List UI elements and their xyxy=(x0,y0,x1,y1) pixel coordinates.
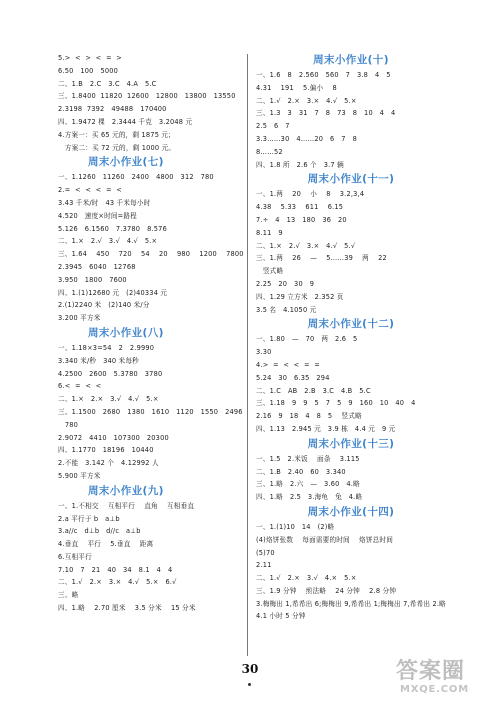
answer-line: 二、1.√ 2.× 3.√ 4.× 5.× xyxy=(256,574,357,583)
answer-line: 2.9072 4410 107300 20300 xyxy=(58,433,169,442)
answer-line: 4.1 小时 5 分钟 xyxy=(256,612,306,621)
answer-line: 4.方案一：买 65 元的，剩 1875 元； xyxy=(58,130,175,139)
answer-line: 2.不能 3.142 个 4.12992 人 xyxy=(58,459,159,468)
answer-line: 四、1.13 2.945 元 3.9 栋 4.4 元 9 元 xyxy=(256,424,396,433)
answer-line: 一、1.80 — 70 两 2.6 5 xyxy=(256,335,358,344)
answer-line: (5)70 xyxy=(256,548,275,557)
answer-line: 二、1.√ 2.× 3.× 4.√ 5.× 6.√ xyxy=(58,578,177,587)
answer-line: 一、1.1260 11260 2400 4800 312 780 xyxy=(58,173,214,182)
answer-line: 6.< = < < xyxy=(58,382,102,391)
answer-line: 2.5 6 7 xyxy=(256,122,290,131)
column-divider xyxy=(247,54,248,656)
answer-line: 3.43 千米/时 43 千米每小时 xyxy=(58,198,151,207)
answer-line: 三、1.两 26 — 5……39 两 22 xyxy=(256,254,387,263)
watermark-mark: 答案圈 xyxy=(396,659,466,684)
answer-line: 四、1.1770 18196 10440 xyxy=(58,446,154,455)
answer-line: 4.> = < < = = xyxy=(256,360,320,369)
answer-line: 一、1.不相交 互相平行 直角 互相垂直 xyxy=(58,501,195,510)
right-column xyxy=(256,52,446,623)
watermark-url: MXQE.COM xyxy=(400,684,469,695)
answer-line: 四、1.略 2.5 3.海龟 兔 4.略 xyxy=(256,493,363,502)
answer-line: 一、1.6 8 2.560 560 7 3.8 4 5 xyxy=(256,71,391,79)
answer-line: 5.> < > < = > xyxy=(58,54,122,62)
section-heading: 周末小作业(十二) xyxy=(307,318,395,331)
answer-line: 2.= < < < = < xyxy=(58,186,122,195)
page-number-dot xyxy=(248,683,251,686)
answer-line: 7.10 7 21 40 34 8.1 4 4 xyxy=(58,565,173,574)
answer-line: 二、1.× 2.√ 3.× 4.√ 5.√ xyxy=(256,241,356,250)
section-heading: 周末小作业(十四) xyxy=(307,505,395,518)
answer-line: 三、1.3 3 31 7 8 73 8 10 4 4 xyxy=(256,109,396,118)
answer-line: 四、1.9472 棵 2.3444 千克 3.2048 元 xyxy=(58,117,193,126)
section-heading: 周末小作业(九) xyxy=(88,484,164,497)
section-heading: 周末小作业(八) xyxy=(88,326,164,339)
watermark xyxy=(392,654,496,700)
answer-line: 二、1.C AB 2.B 3.C 4.B 5.C xyxy=(256,386,371,395)
answer-line: 4.520 速度×时间=路程 xyxy=(58,211,137,220)
answer-line: 三、1.1500 2680 1380 1610 1120 1550 2496 xyxy=(58,407,243,416)
answer-line: 二、1.√ 2.× 3.× 4.√ 5.× xyxy=(256,96,357,105)
answer-line: 四、1.略 2.70 厘米 3.5 分米 15 分米 xyxy=(58,604,196,613)
answer-line: 2.3198 7392 49488 170400 xyxy=(58,105,167,114)
answer-line: 3.5 名 4.1050 元 xyxy=(256,305,317,314)
answer-line: 三、1.9 分钟 煎法略 24 分钟 2.8 分钟 xyxy=(256,586,397,595)
answer-line: 4.38 5.33 611 6.15 xyxy=(256,203,344,212)
answer-line: 3.340 米/秒 340 米每秒 xyxy=(58,356,139,365)
answer-line: 一、1.5 2.米饭 面条 3.115 xyxy=(256,454,360,463)
answer-line: 8.11 9 xyxy=(256,228,283,237)
answer-line: 4.2500 2600 5.3780 3780 xyxy=(58,369,163,378)
answer-line: 三、略 xyxy=(58,591,79,600)
answer-line: 方案二：买 72 元的，剩 1000 元。 xyxy=(58,143,176,152)
answer-line: 三、1.略 2.六 — 3.60 4.略 xyxy=(256,480,360,489)
answer-line: 3.200 平方米 xyxy=(58,314,101,323)
answer-line: 3.a//c d⊥b d//c a⊥b xyxy=(58,527,141,536)
answer-line: 二、1.× 2.√ 3.√ 4.√ 5.× xyxy=(58,237,158,246)
answer-line: 2.25 20 30 9 xyxy=(256,279,315,288)
section-heading: 周末小作业(七) xyxy=(88,156,164,169)
answer-line: 7.÷ 4 13 180 36 20 xyxy=(256,215,347,224)
answer-line: 780 xyxy=(58,420,79,429)
answer-line: 3.3……30 4……20 6 7 8 xyxy=(256,134,357,143)
section-heading: 周末小作业(十一) xyxy=(307,173,395,186)
answer-line: 三、1.8400 11820 12600 12800 13800 13550 xyxy=(58,92,236,101)
answer-line: 6.50 100 5000 xyxy=(58,66,119,75)
answer-line: 2.11 xyxy=(256,561,272,570)
answer-line: 3.30 xyxy=(256,348,272,357)
answer-line: 四、1.8 所 2.6 个 3.7 辆 xyxy=(256,160,344,169)
left-column xyxy=(58,52,244,615)
answer-line: 竖式略 xyxy=(256,267,284,276)
answer-line: 一、1.两 20 小 8 3.2,3,4 xyxy=(256,190,365,199)
answer-line: 4.垂直 平行 5.垂直 距离 xyxy=(58,540,154,549)
answer-line: 2.16 9 18 4 8 5 竖式略 xyxy=(256,412,362,421)
answer-line: (4)烙饼张数 每面需要的时间 烙饼总时间 xyxy=(256,535,394,544)
answer-line: 2.3945 6040 12768 xyxy=(58,262,136,271)
answer-line: 2.(1)2240 米 (2)140 米/分 xyxy=(58,301,150,310)
answer-line: 四、1.(1)12680 元 (2)40334 元 xyxy=(58,288,168,297)
answer-line: 3.950 1800 7600 xyxy=(58,275,127,284)
answer-line: 5.900 平方米 xyxy=(58,471,101,480)
answer-line: 6.互相平行 xyxy=(58,552,92,561)
answer-line: 5.24 30 6.35 294 xyxy=(256,373,330,382)
answer-line: 二、1.B 2.40 60 3.340 xyxy=(256,467,346,476)
page-number: 30 xyxy=(241,662,259,676)
answer-line: 二、1.B 2.C 3.C 4.A 5.C xyxy=(58,79,157,88)
answer-line: 一、1.18×3=54 2 2.9990 xyxy=(58,343,155,352)
answer-line: 5.126 6.1560 7.3780 8.576 xyxy=(58,224,167,233)
answer-line: 二、1.× 2.× 3.√ 4.√ 5.× xyxy=(58,395,159,404)
answer-line: 8……52 xyxy=(256,147,283,156)
answer-line: 三、1.18 9 9 5 7 5 9 160 10 40 4 xyxy=(256,399,416,408)
answer-line: 3.梅梅出 1,希希出 6;梅梅出 9,希希出 1;梅梅出 7,希希出 2.略 xyxy=(256,599,446,608)
answer-line: 三、1.64 450 720 54 20 980 1200 7800 xyxy=(58,250,244,259)
section-heading: 周末小作业(十) xyxy=(313,54,389,66)
answer-line: 四、1.29 立方米 2.352 页 xyxy=(256,292,344,301)
section-heading: 周末小作业(十三) xyxy=(307,437,395,450)
answer-line: 4.31 191 5.偏小 8 xyxy=(256,83,337,92)
answer-line: 一、1.(1)10 14 (2)略 xyxy=(256,522,335,531)
answer-line: 2.a 平行于 b a⊥b xyxy=(58,514,120,523)
